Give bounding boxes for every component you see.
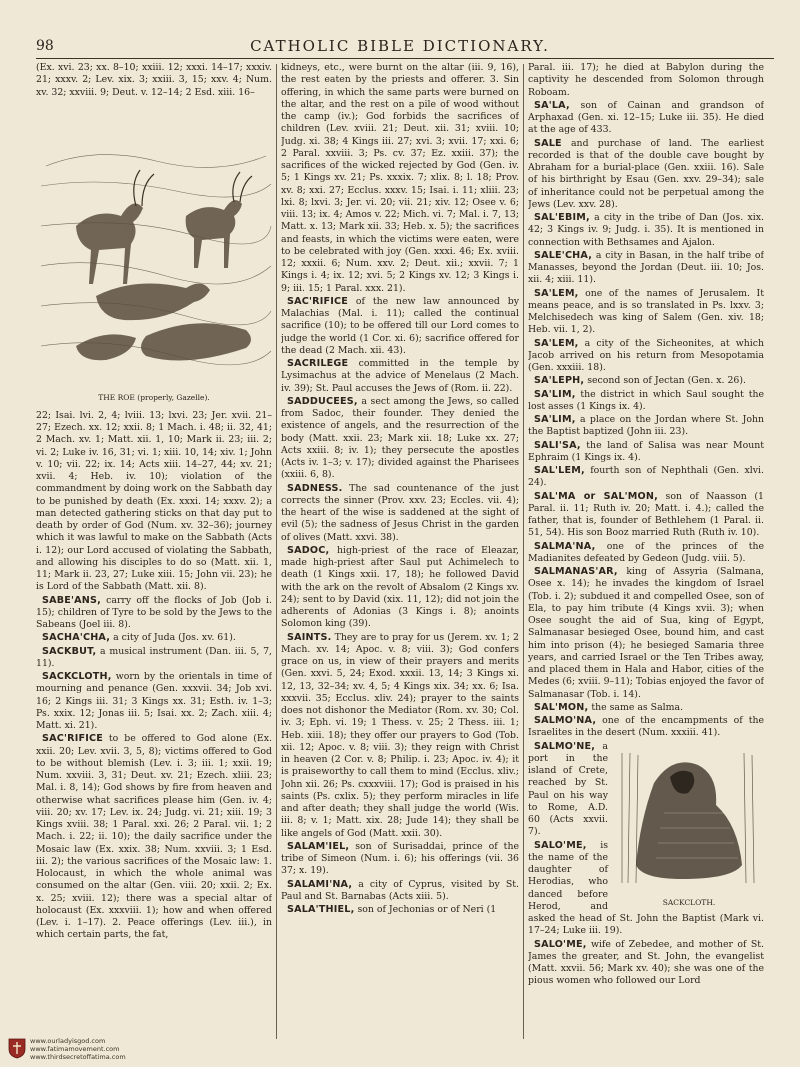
headword: SALMANAS'AR, xyxy=(534,566,618,577)
column-divider-1 xyxy=(276,64,277,1039)
entry-salma xyxy=(528,491,764,540)
headword: SAL'MON, xyxy=(534,701,589,713)
headword: SADDUCEES, xyxy=(287,395,358,407)
column-divider-2 xyxy=(523,64,524,1039)
headword: SA'LEM, xyxy=(534,287,579,299)
headword: SAL'LEM, xyxy=(534,465,585,476)
entry-body: a city in the tribe of Dan (Jos. xix. 42; 3 Kings iv. 9; Judg. i. 35). It is mentioned in connection with Bethsames and Ajalon. xyxy=(528,212,764,248)
entry-body: carry off the flocks of Job (Job i. 15); children of Tyre to be sold by the Jews to the Sabeans (Joel iii. 8). xyxy=(36,594,272,630)
entry-sadoc xyxy=(281,545,519,631)
entry-salamiel xyxy=(281,841,519,878)
headword: SADOC, xyxy=(287,544,330,556)
entry-sabeans xyxy=(36,595,272,632)
entry-body: a place on the Jordan where St. John the Baptist baptized (John iii. 23). xyxy=(528,414,764,438)
headword: SACKCLOTH, xyxy=(42,671,112,682)
entry-sacrilege xyxy=(281,358,519,395)
entry-body: They are to pray for us (Jerem. xv. 1; 2 Mach. xv. 14; Apoc. v. 8; viii. 3); God confers grace on us, in view of their prayers and merits (Gen. xxvi. 5, 24; Exod. xxxii. 13, 14; 3 Kings xi. 12, 13, 32–34; xv. 4, 5; 4 Kings xix. 34; xx. 6; Isa. xxxvii. 35; Ecclus. xliv. 24); prayer to the saints does not dishonor the Mediator (Rom. xv. 30; Col. iv. 3; Eph. vi. 19; 1 Thess. v. 25; 2 Thess. iii. 1; Heb. xiii. 18); they offer our prayers to God (Tob. xii. 12; Apoc. v. 8; viii. 3); they reign with Christ in heaven (2 Cor. v. 8; Philip. i. 23; Apoc. iv. 4); it is praiseworthy to call them to mind (Ecclus. xliv.; John xii. 26; Ps. cxxxviii. 17); God is praised in his saints (Ps. cxlix. 5); they perform miracles in life and after death; they shall judge the world (Wis. iii. 8; v. 1; Matt. xix. 28; Jude 14); they shall be like angels of God (Matt. xxii. 30). xyxy=(281,631,519,839)
headword: SA'LEPH, xyxy=(534,375,585,387)
entry-sadducees xyxy=(281,396,519,482)
entry-salmana xyxy=(528,541,764,566)
entry-salim-jordan xyxy=(528,414,764,439)
header-rule xyxy=(36,58,774,59)
entry-body: the land of Salisa was near Mount Ephraim (1 Kings ix. 4). xyxy=(528,439,764,463)
entry-sacrifice xyxy=(36,733,272,941)
entry-saleph xyxy=(528,375,764,387)
page-number: 98 xyxy=(36,38,54,54)
headword: SA'LIM, xyxy=(534,414,576,425)
sackcloth-engraving xyxy=(614,743,764,891)
entry-body: a port in the island of Crete, reached by St. Paul on his way to Rome, A.D. 60 (Acts xxvii. 7). xyxy=(528,740,608,838)
entry-salem xyxy=(528,288,764,337)
headword: SALO'ME, xyxy=(534,839,587,851)
entry-salamina xyxy=(281,879,519,904)
entry-sackbut xyxy=(36,646,272,671)
entry-salem-city xyxy=(528,338,764,375)
entry-salim xyxy=(528,389,764,414)
headword: SALO'ME, xyxy=(534,938,587,950)
entry-body: son of Jechonias or of Neri (1 xyxy=(354,904,497,915)
entry-sale xyxy=(528,138,764,212)
entry-salathiel xyxy=(281,904,519,916)
entry-body: a city in Basan, in the half tribe of Manasses, beyond the Jordan (Deut. iii. 10; Jos. xii. 4; xiii. 11). xyxy=(528,249,764,286)
entry-body: the same as Salma. xyxy=(588,701,684,713)
entry-body: and purchase of land. The earliest recorded is that of the double cave bought by Abraham for a burial-place (Gen. xxiii. 16). Sale of his birthright by Esau (Gen. xxv. 29–34); sale of inheritance could not be perpetual among the Jews (Lev. xxv. 28). xyxy=(528,137,764,210)
entry-body: king of Assyria (Salmana, Osee x. 14); he invades the kingdom of Israel (Tob. i. 2); subdued it and compelled Osee, son of Ela, to pay him tribute (4 Kings xvii. 3); when Osee sought the aid of Sua, king of Egypt, Salmanasar besieged Osee, bound him, and cast him into prison (4); he besieged Samaria three years, and carried Israel or the Ten Tribes away, and placed them in Hala and Habor, cities of the Medes (6; xviii. 9–11); Tobias enjoyed the favor of Salmanasar (Tob. i. 14). xyxy=(528,566,764,700)
column-3 xyxy=(528,62,764,1037)
entry-sala xyxy=(528,100,764,137)
headword: SACRILEGE xyxy=(287,358,349,369)
headword: SA'LEM, xyxy=(534,337,579,349)
entry-saints xyxy=(281,632,519,840)
entry-text: (Ex. xvi. 23; xx. 8–10; xxiii. 12; xxxi. 14–17; xxxiv. 21; xxxv. 2; Lev. xix. 3; xxiii. 3, 15; xxv. 4; Num. xv. 32; xxviii. 9; Deut. v. 12–14; 2 Esd. xiii. 16– xyxy=(36,62,272,98)
entry-body: committed in the temple by Lysimachus at the advice of Menelaus (2 Mach. iv. 39); St. Paul accuses the Jews of (Rom. ii. 22). xyxy=(281,358,519,394)
footer-link-1[interactable]: www.ourladyisgod.com xyxy=(30,1037,106,1045)
entry-body: fourth son of Nephthali (Gen. xlvi. 24). xyxy=(528,465,764,489)
crest-logo-icon xyxy=(8,1037,26,1059)
footer-link-3[interactable]: www.thirdsecretoffatima.com xyxy=(30,1053,126,1061)
entry-body: high-priest of the race of Eleazar, made high-priest after Saul put Achimelech to death (1 Kings xxii. 17, 18); he followed David with the ark on the revolt of Absalom (2 Kings xv. 24); sent to by David (xix. 11, 12); did not join the adherents of Adonias (3 Kings i. 8); anoints Solomon king (39). xyxy=(281,544,519,630)
entry-salecha xyxy=(528,250,764,287)
entry-body: a city of the Sicheonites, at which Jacob arrived on his return from Mesopotamia (Gen. xxxiii. 18). xyxy=(528,337,764,373)
headword: SACHA'CHA, xyxy=(42,632,111,644)
footer-links xyxy=(30,1037,126,1061)
headword: SAINTS. xyxy=(287,631,332,643)
headword: SALMA'NA, xyxy=(534,540,596,552)
headword: SACKBUT, xyxy=(42,645,97,657)
headword: SABE'ANS, xyxy=(42,594,101,606)
headword: SAC'RIFICE xyxy=(287,295,348,307)
headword: SALMO'NA, xyxy=(534,715,597,726)
entry-salisa xyxy=(528,440,764,465)
entry-text: kidneys, etc., were burnt on the altar (iii. 9, 16), the rest eaten by the priests and offerer. 3. Sin offering, in which the same parts were burned on the altar, and the rest on a pile of wood without the camp (iv.); God forbids the sacrifices of children (Lev. xviii. 21; Deut. xii. 31; xviii. 10; Judg. xi. 38; 4 Kings iii. 27; xvi. 3; xvii. 17; xxi. 6; 2 Paral. xxviii. 3; Ps. cv. 37; Ez. xxiii. 37); the sacrifices of the wicked rejected by God (Gen. iv. 5; 1 Kings xv. 21; Ps. xxxix. 7; xlix. 8; l. 18; Prov. xv. 8; xxi. 27; Ecclus. xxxv. 15; Isai. i. 11; xliii. 23; lxi. 8; lxvi. 3; Jer. vi. 20; vii. 21; xiv. 12; Osee v. 6; viii. 13; ix. 4; Amos v. 22; Mich. vi. 7; Mal. i. 7, 13; Matt. x. 13; Mark xii. 33; Heb. x. 5); the sacrifices and feasts, in which the victims were eaten, were to be celebrated with joy (Gen. xxxi. 46; Ex. xviii. 12; xxxii. 6; Num. xxv. 2; Deut. xii.; xxvii. 7; 1 Kings i. 4; ix. 12; xvi. 5; 2 Kings xv. 12; 3 Kings i. 9; iii. 15; 1 Paral. xxx. 21). xyxy=(281,62,519,294)
entry-salmanasar xyxy=(528,566,764,701)
entry-body: son of Cainan and grandson of Arphaxad (Gen. xi. 12–15; Luke iii. 35). He died at the age of 433. xyxy=(528,99,764,136)
running-head: CATHOLIC BIBLE DICTIONARY. xyxy=(250,37,550,55)
headword: SALA'THIEL, xyxy=(287,904,355,915)
column-2 xyxy=(281,62,519,1037)
entry-text: Paral. iii. 17); he died at Babylon during the captivity he descended from Solomon through Roboam. xyxy=(528,62,764,98)
entry-sackcloth xyxy=(36,671,272,732)
headword: SA'LA, xyxy=(534,99,570,111)
entry-body: son of Naasson (1 Paral. ii. 11; Ruth iv. 20; Matt. i. 4.); called the father, that is, founder of Bethlehem (1 Paral. ii. 51, 54). His son Booz married Ruth (Ruth iv. 10). xyxy=(528,490,764,539)
entry-body: to be offered to God alone (Ex. xxii. 20; Lev. xvii. 3, 5, 8); victims offered to God to be without blemish (Lev. i. 3; iii. 1; xxii. 19; Num. xxviii. 3, 31; Deut. xv. 21; Ezech. xliii. 23; Mal. i. 8, 14); God shows by fire from heaven and otherwise what sacrifices please him (Gen. iv. 4; viii. 20; xv. 17; Lev. ix. 24; Judg. vi. 21; xiii. 19; 3 Kings xviii. 38; 1 Paral. xxi. 26; 2 Paral. vii. 1; 2 Mach. i. 22; ii. 10); the daily sacrifice under the Mosaic law (Ex. xxix. 38; Num. xxviii. 3; 1 Esd. iii. 2); the various sacrifices of the Mosaic law: 1. Holocaust, in which the whole animal was consumed on the altar (Gen. viii. 20; xxii. 2; Ex. x. 25; xviii. 12); there was a special altar of holocaust (Ex. xxxviii. 1); how and when offered (Lev. i. 1–17). 2. Peace offerings (Lev. iii.), in which certain parts, the fat, xyxy=(36,733,272,941)
headword: SA'LIM, xyxy=(534,388,576,400)
entry-sadness xyxy=(281,483,519,544)
entry-body: one of the princes of the Madianites defeated by Gedeon (Judg. viii. 5). xyxy=(528,540,764,564)
gazelle-engraving xyxy=(36,106,272,390)
headword: SALI'SA, xyxy=(534,439,581,451)
entry-text: 22; Isai. lvi. 2, 4; lviii. 13; lxvi. 23; Jer. xvii. 21–27; Ezech. xx. 12; xxii. 8; 1 Mach. i. 48; ii. 32, 41; 2 Mach. xv. 1; Matt. xii. 1, 10; Mark ii. 23; iii. 2; vi. 2; Luke iv. 16, 31; vi. 1; xiii. 10, 14; xiv. 1; John v. 10; vii. 22; ix. 14; Acts xiii. 14–27, 44; xv. 21; xvii. 4; Heb. iv. 10); violation of the commandment by doing work on the Sabbath day to be punished by death (Ex. xxxi. 14; xxxv. 2); a man detected gathering sticks on that day put to death by order of God (Num. xv. 32–36); journey which it was lawful to make on the Sabbath (Acts i. 12); our Lord accused of violating the Sabbath, and allowing his disciples to do so (Matt. xii. 1, 11; Mark ii. 23, 27; Luke xiii. 15; John vii. 23); he is Lord of the Sabbath (Matt. xii. 8). xyxy=(36,409,272,593)
entry-body: The sad countenance of the just corrects the sinner (Prov. xxv. 23; Eccles. vii. 4); the heart of the wise is saddened at the sight of evil (5); the sadness of Jesus Christ in the garden of olives (Matt. xxvi. 38). xyxy=(281,482,519,543)
entry-body: is the name of the daughter of Herodias, who danced before Herod, and asked the head of St. John the Baptist (Mark vi. 17–24; Luke iii. 19). xyxy=(528,839,764,937)
entry-body: wife of Zebedee, and mother of St. James the greater, and St. John, the evangelist (Matt. xxvii. 56; Mark xv. 40); she was one of the pious women who followed our Lord xyxy=(528,938,764,987)
footer-link-2[interactable]: www.fatimamovement.com xyxy=(30,1045,120,1053)
roe-caption: THE ROE (properly, Gazelle). xyxy=(98,392,210,402)
headword: SAC'RIFICE xyxy=(42,733,103,745)
entry-salome-zebedee xyxy=(528,939,764,988)
entry-salmona xyxy=(528,715,764,740)
entry-body: one of the names of Jerusalem. It means peace, and is so translated in Ps. lxxv. 3; Melchisedech was king of Salem (Gen. xiv. 18; Heb. vii. 1, 2). xyxy=(528,287,764,336)
entry-sachacha xyxy=(36,632,272,644)
roe-illustration xyxy=(36,106,272,406)
entry-sacrifice-new-law xyxy=(281,296,519,357)
headword: SALAM'IEL, xyxy=(287,840,350,852)
sackcloth-illustration xyxy=(614,743,764,907)
entry-body: worn by the orientals in time of mourning and penance (Gen. xxxvii. 34; Job xvi. 16; 2 Kings iii. 31; 3 Kings xx. 31; Esth. iv. 1–3; Ps. xxix. 12; Jonas iii. 5; Isai. xx. 2; Zach. xiii. 4; Matt. xi. 21). xyxy=(36,671,272,731)
entry-body: a city of Juda (Jos. xv. 61). xyxy=(110,632,236,644)
entry-body: one of the encampments of the Israelites in the desert (Num. xxxiii. 41). xyxy=(528,715,764,739)
entry-body: of the new law announced by Malachias (Mal. i. 11); called the continual sacrifice (10); to be offered till our Lord comes to judge the world (1 Cor. xi. 6); sacrifice offered for the dead (2 Mach. xii. 43). xyxy=(281,295,519,356)
entry-salmon xyxy=(528,702,764,714)
entry-salebim xyxy=(528,212,764,249)
headword: SAL'EBIM, xyxy=(534,212,590,223)
entry-body: the district in which Saul sought the lost asses (1 Kings ix. 4). xyxy=(528,388,764,412)
headword: SALAMI'NA, xyxy=(287,878,353,890)
headword: SADNESS. xyxy=(287,482,343,494)
column-1 xyxy=(36,62,272,1037)
sackcloth-caption: SACKCLOTH. xyxy=(662,897,716,907)
entry-body: a sect among the Jews, so called from Sadoc, their founder. They denied the existence of angels, and the resurrection of the body (Matt. xxii. 23; Mark xii. 18; Luke xx. 27; Acts xxiii. 8; iv. 1); they persecute the apostles (Acts iv. 1–3; v. 17); divided against the Pharisees (xxiii. 6, 8). xyxy=(281,395,519,481)
entry-body: son of Surisaddai, prince of the tribe of Simeon (Num. i. 6); his offerings (vii. 36 37; x. 19). xyxy=(281,840,519,877)
entry-body: second son of Jectan (Gen. x. 26). xyxy=(584,375,746,387)
headword: SAL'MA or SAL'MON, xyxy=(534,490,658,502)
entry-body: a musical instrument (Dan. iii. 5, 7, 11). xyxy=(36,645,272,669)
headword: SALE'CHA, xyxy=(534,249,593,261)
headword: SALMO'NE, xyxy=(534,740,596,752)
headword: SALE xyxy=(534,137,562,149)
entry-body: a city of Cyprus, visited by St. Paul and St. Barnabas (Acts xiii. 5). xyxy=(281,878,519,902)
entry-sallem xyxy=(528,465,764,490)
